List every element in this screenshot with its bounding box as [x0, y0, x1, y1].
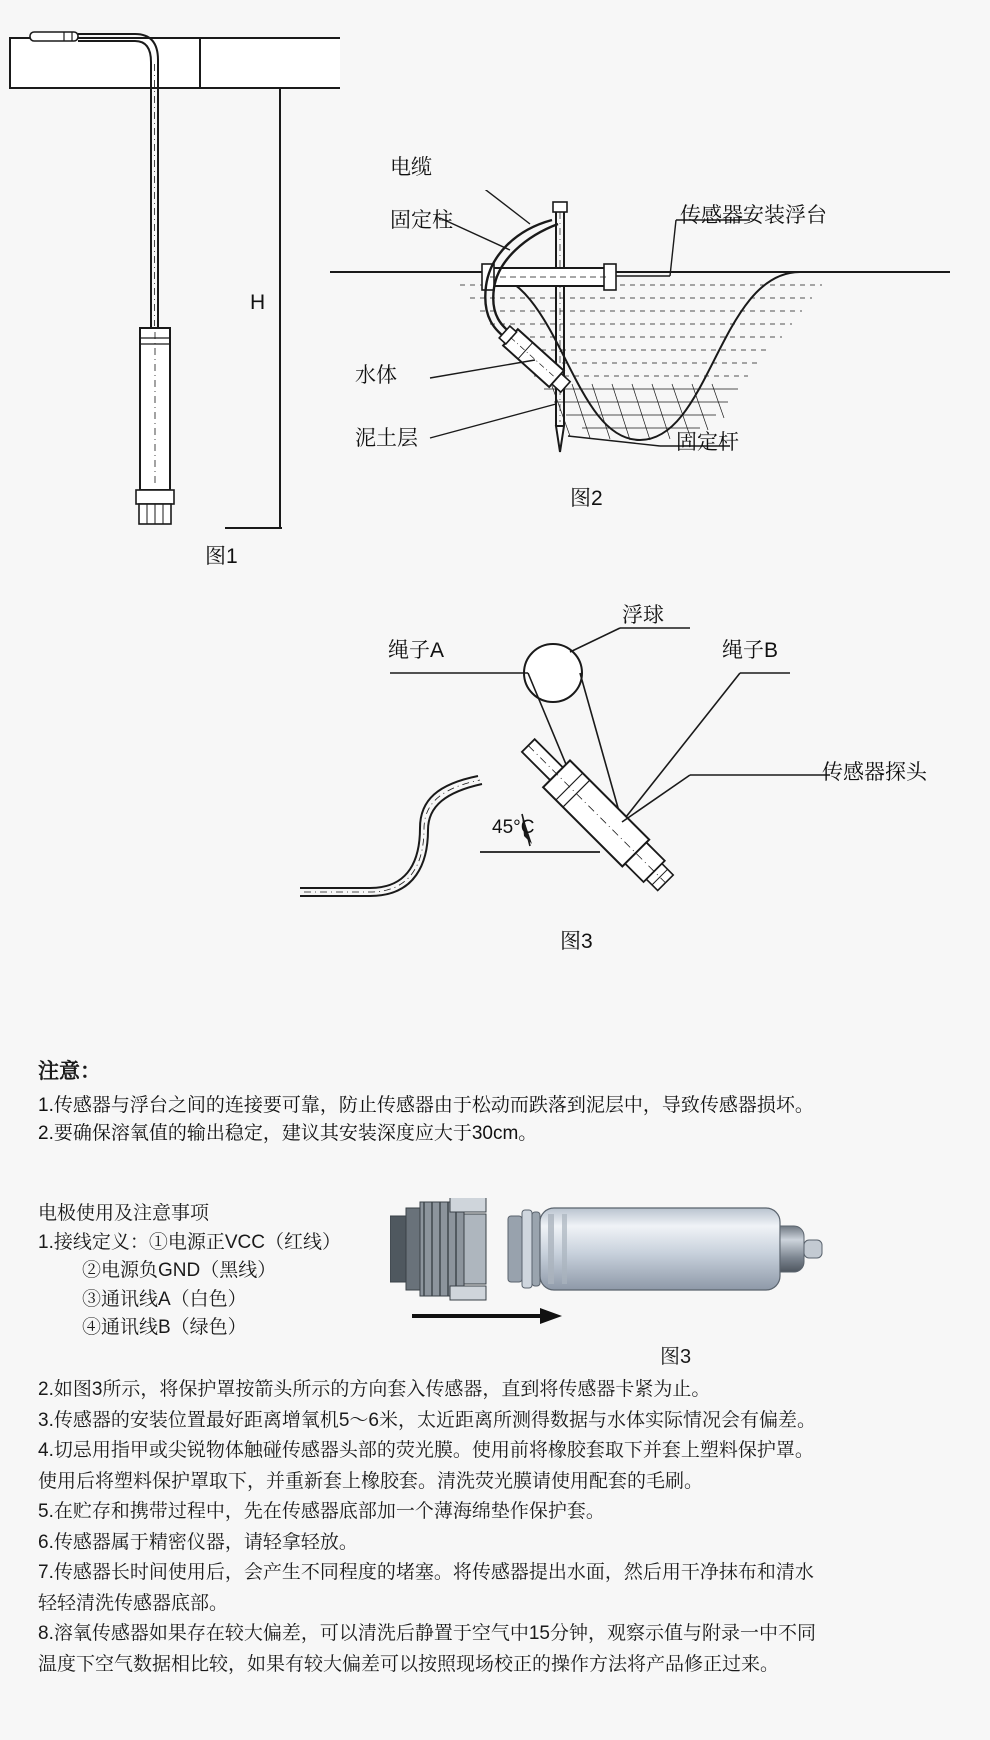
figure-2	[330, 190, 950, 500]
usage-item-1-sub-2: ③通讯线A（白色）	[82, 1288, 247, 1310]
figure-2-label-mud-layer: 泥土层	[355, 427, 418, 450]
usage-item-1-sub-3: ④通讯线B（绿色）	[82, 1317, 247, 1338]
notes-title: 注意：	[38, 1060, 101, 1083]
figure-1	[0, 20, 340, 540]
figure-2-label-float-platform: 传感器安装浮台	[680, 204, 827, 227]
figure-3-caption: 图3	[560, 930, 593, 953]
figure-1-caption: 图1	[205, 545, 238, 568]
figure-2-label-fixed-post: 固定柱	[390, 209, 453, 232]
usage-item-2: 2.如图3所示，将保护罩按箭头所示的方向套入传感器，直到将传感器卡紧为止。	[38, 1379, 711, 1400]
usage-item-1-sub-1: ②电源负GND（黑线）	[82, 1260, 277, 1281]
usage-item-8: 8.溶氧传感器如果存在较大偏差，可以清洗后静置于空气中15分钟，观察示值与附录一中不同	[38, 1623, 816, 1644]
figure-3-label-sensor-probe: 传感器探头	[822, 761, 927, 784]
figure-1-dimension-label: H	[250, 291, 266, 314]
figure-2-label-cable: 电缆	[390, 156, 432, 179]
figure-3-label-angle: 45°C	[492, 817, 535, 838]
usage-item-4-cont: 使用后将塑料保护罩取下，并重新套上橡胶套。清洗荧光膜请使用配套的毛刷。	[38, 1470, 704, 1492]
figure-3-label-rope-a: 绳子A	[388, 639, 445, 662]
figure-3-label-float-ball: 浮球	[622, 604, 664, 627]
usage-item-8-cont: 温度下空气数据相比较，如果有较大偏差可以按照现场校正的操作方法将产品修正过来。	[38, 1653, 780, 1675]
usage-item-6: 6.传感器属于精密仪器，请轻拿轻放。	[38, 1531, 358, 1553]
usage-item-4: 4.切忌用指甲或尖锐物体触碰传感器头部的荧光膜。使用前将橡胶套取下并套上塑料保护罩。	[38, 1440, 814, 1461]
notes-block	[38, 1055, 958, 1147]
figure-2-label-fixed-rod: 固定杆	[676, 431, 739, 454]
usage-item-5: 5.在贮存和携带过程中，先在传感器底部加一个薄海绵垫作保护套。	[38, 1501, 605, 1522]
usage-item-1: 1.接线定义：①电源正VCC（红线）	[38, 1231, 341, 1253]
figure-3-label-rope-b: 绳子B	[722, 639, 779, 662]
notes-line-2: 2.要确保溶氧值的输出稳定，建议其安装深度应大于30cm。	[38, 1122, 538, 1144]
notes-line-1: 1.传感器与浮台之间的连接要可靠，防止传感器由于松动而跌落到泥层中，导致传感器损坏。	[38, 1095, 814, 1116]
usage-item-7-cont: 轻轻清洗传感器底部。	[38, 1592, 229, 1614]
usage-item-7: 7.传感器长时间使用后，会产生不同程度的堵塞。将传感器提出水面，然后用干净抹布和清水	[38, 1562, 814, 1583]
usage-item-3: 3.传感器的安装位置最好距离增氧机5～6米，太近距离所测得数据与水体实际情况会有偏差。	[38, 1409, 816, 1431]
direction-arrow	[412, 1308, 562, 1324]
figure-3b	[390, 1198, 930, 1348]
figure-2-label-water-body: 水体	[355, 364, 397, 387]
figure-3	[270, 600, 950, 910]
figure-3b-caption: 图3	[660, 1346, 692, 1368]
usage-rest-block	[38, 1376, 968, 1681]
usage-title: 电极使用及注意事项	[38, 1203, 210, 1224]
figure-2-caption: 图2	[570, 487, 603, 510]
